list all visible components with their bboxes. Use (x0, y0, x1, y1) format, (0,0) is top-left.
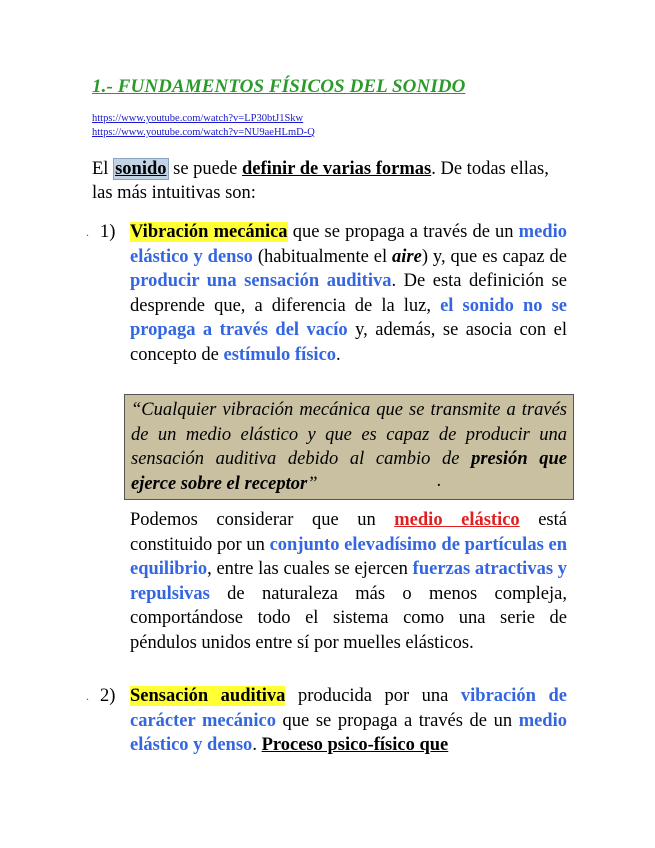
list-bullet: . (86, 225, 89, 239)
intro-text: se puede (168, 159, 242, 179)
body-text: Podemos considerar que un (130, 510, 395, 530)
youtube-link-1[interactable]: https://www.youtube.com/watch?v=LP30btJ1Skw (92, 113, 304, 124)
section-title: 1.- FUNDAMENTOS FÍSICOS DEL SONIDO (92, 76, 466, 97)
list-item-1 (86, 220, 568, 368)
body-text: está constituido por un (130, 510, 567, 555)
list-number: 2) (100, 686, 116, 706)
body-text: y, además, se asocia con el concepto de (130, 320, 568, 365)
body-text: . (252, 735, 262, 756)
body-text: , entre las cuales se ejercen (207, 559, 413, 580)
highlight-sonido: sonido (115, 159, 167, 179)
body-text: . (336, 344, 341, 365)
intro-text: . De todas ellas, las más intuitivas son: (92, 159, 549, 203)
highlight-term: Vibración mecánica (130, 222, 288, 242)
body-text: ) y, que es capaz de (421, 246, 568, 267)
list-bullet: . (86, 689, 89, 703)
red-term: medio elástico (394, 510, 520, 530)
medio-elastico-paragraph (130, 508, 567, 656)
definition-quote-box (124, 394, 574, 500)
body-text: . De esta definición se desprende que, a diferencia de la luz, (130, 271, 568, 316)
emphasis-proceso: Proceso psico-físico que (261, 735, 449, 756)
quote-emphasis: presión que ejerce sobre el receptor (131, 449, 567, 494)
quote-period: . (437, 471, 442, 491)
list-item-body (130, 684, 567, 758)
body-text: que se propaga a través de un (275, 710, 519, 731)
blue-term: estímulo físico (223, 344, 337, 365)
body-text: producida por una (285, 686, 461, 706)
body-text: (habitualmente el (252, 246, 393, 267)
video-links (92, 112, 315, 140)
intro-text: El (92, 159, 114, 179)
list-item-2 (86, 684, 567, 758)
list-item-body (130, 220, 567, 368)
quote-text: ” (307, 473, 318, 494)
blue-term: fuerzas atractivas y repulsivas (130, 559, 567, 604)
body-text: de naturaleza más o menos compleja, comportándose todo el sistema como una serie de péndulos unidos entre sí por muelles elásticos. (130, 583, 567, 653)
youtube-link-2[interactable]: https://www.youtube.com/watch?v=NU9aeHLmD-Q (92, 127, 315, 138)
quote-text: “Cualquier vibración mecánica que se transmite a través de un medio elástico y que es capaz de producir una sensación auditiva debido al cambio de (131, 400, 567, 470)
list-number: 1) (100, 222, 116, 242)
intro-paragraph (92, 157, 572, 205)
body-text: que se propaga a través de un (287, 222, 519, 242)
highlight-term: Sensación auditiva (130, 686, 286, 706)
blue-term: producir una sensación auditiva (130, 271, 392, 292)
blue-term: vibración de carácter mecánico (130, 686, 567, 731)
emphasis-definir: definir de varias formas (241, 159, 432, 179)
blue-term: conjunto elevadísimo de partículas en equilibrio (130, 534, 567, 580)
blue-term: el sonido no se propaga a través del vacío (130, 295, 568, 341)
blue-term: medio elástico y denso (130, 222, 567, 267)
emphasis-term: aire (392, 246, 422, 267)
blue-term: medio elástico y denso (130, 710, 567, 756)
